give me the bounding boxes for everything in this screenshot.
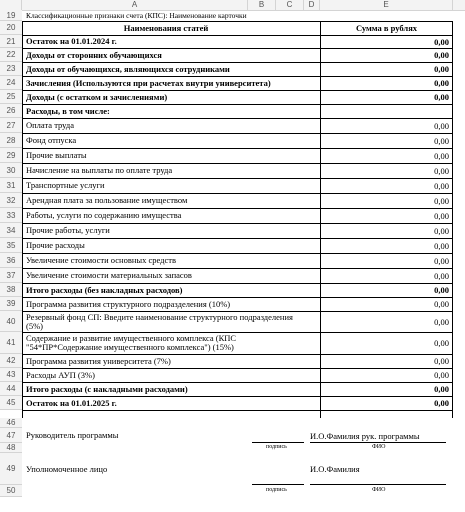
row-border <box>22 48 453 49</box>
row-border <box>22 311 453 312</box>
row-number[interactable]: 36 <box>0 253 22 268</box>
row-number[interactable]: 29 <box>0 148 22 163</box>
row-amount[interactable]: 0,00 <box>434 210 449 221</box>
table-row <box>0 148 465 163</box>
table-border-right <box>452 21 453 418</box>
table-row <box>0 253 465 268</box>
row-label[interactable]: Начисление на выплаты по оплате труда <box>26 165 173 175</box>
row-number[interactable]: 30 <box>0 163 22 178</box>
table-row <box>0 223 465 238</box>
row-border <box>22 354 453 355</box>
row-number[interactable]: 37 <box>0 268 22 283</box>
column-header-b[interactable]: B <box>248 0 276 10</box>
row-amount[interactable]: 0,00 <box>434 64 449 74</box>
row-border <box>22 104 453 105</box>
row-amount[interactable]: 0,00 <box>434 78 449 88</box>
row-label[interactable]: Прочие расходы <box>26 240 85 250</box>
row-label[interactable]: Расходы АУП (3%) <box>26 369 95 380</box>
row-label[interactable]: Доходы от обучающихся, являющихся сотрудниками <box>26 63 230 74</box>
select-all-corner[interactable] <box>0 0 22 10</box>
row-amount[interactable]: 0,00 <box>434 285 449 295</box>
row-label[interactable]: Работы, услуги по содержанию имущества <box>26 210 182 220</box>
table-row <box>0 268 465 283</box>
table-row <box>0 163 465 178</box>
row-amount[interactable]: 0,00 <box>434 299 449 309</box>
table-border-top <box>22 21 453 22</box>
row-amount[interactable]: 0,00 <box>434 50 449 60</box>
row-number[interactable]: 31 <box>0 178 22 193</box>
row-amount[interactable]: 0,00 <box>434 36 449 47</box>
sign-caption: подпись <box>266 487 287 493</box>
row-label[interactable]: Прочие работы, услуги <box>26 225 110 235</box>
table-row <box>0 311 465 332</box>
table-row <box>0 118 465 133</box>
table-row <box>0 133 465 148</box>
row-19 <box>0 10 465 21</box>
table-row <box>0 90 465 104</box>
row-amount[interactable]: 0,00 <box>434 225 449 236</box>
column-header-a[interactable]: A <box>22 0 248 10</box>
row-number[interactable]: 21 <box>0 35 22 48</box>
row-label[interactable]: Остаток на 01.01.2024 г. <box>26 36 117 46</box>
row-label[interactable]: Содержание и развитие имущественного комплекса (КПС "54*ПР*Содержание имущественного комплекса") (15%) <box>26 333 237 352</box>
row-label[interactable]: Транспортные услуги <box>26 180 105 190</box>
table-row <box>0 35 465 48</box>
row-47 <box>0 428 465 443</box>
row-amount[interactable]: 0,00 <box>434 135 449 146</box>
table-row <box>0 283 465 297</box>
row-amount[interactable]: 0,00 <box>434 180 449 191</box>
header-border-bottom <box>22 35 453 36</box>
row-number[interactable]: 40 <box>0 311 22 332</box>
row-number[interactable]: 34 <box>0 223 22 238</box>
row-amount[interactable]: 0,00 <box>434 398 449 408</box>
header-articles: Наименования статей <box>123 22 209 33</box>
row-amount[interactable]: 0,00 <box>434 255 449 266</box>
row-border <box>22 223 453 224</box>
row-label[interactable]: Фонд отпуска <box>26 135 77 145</box>
row-number[interactable]: 48 <box>0 443 22 453</box>
row-border <box>22 76 453 77</box>
row-number[interactable]: 43 <box>0 368 22 382</box>
row-border <box>22 178 453 179</box>
row-amount[interactable]: 0,00 <box>434 338 449 348</box>
table-row <box>0 104 465 118</box>
column-divider <box>320 21 321 418</box>
row-number[interactable]: 47 <box>0 428 22 443</box>
table-row <box>0 62 465 76</box>
row-label[interactable]: Арендная плата за пользование имуществом <box>26 195 188 205</box>
row-amount[interactable] <box>320 104 453 118</box>
row-amount[interactable]: 0,00 <box>434 92 449 102</box>
row-amount[interactable]: 0,00 <box>434 240 449 251</box>
row-number[interactable]: 27 <box>0 118 22 133</box>
fio-caption: ФИО <box>372 444 386 450</box>
row-border <box>22 332 453 333</box>
row-number[interactable]: 46 <box>0 418 22 428</box>
row-number[interactable]: 41 <box>0 332 22 354</box>
row-amount[interactable]: 0,00 <box>434 316 449 327</box>
row-amount[interactable]: 0,00 <box>434 165 449 176</box>
row-label[interactable]: Резервный фонд СП: Введите наименование структурного подразделения (5%) <box>26 311 293 331</box>
row-border <box>22 368 453 369</box>
row-46 <box>0 418 465 428</box>
row-number[interactable]: 25 <box>0 90 22 104</box>
row-label[interactable]: Доходы от сторонних обучающихся <box>26 49 162 60</box>
row-number[interactable]: 22 <box>0 48 22 62</box>
kps-caption: Классификационные признаки счета (КПС): Наименование карточки <box>26 11 247 20</box>
row-label[interactable]: Увеличение стоимости материальных запасов <box>26 270 192 280</box>
authorized-person-label: Уполномоченное лицо <box>26 463 108 474</box>
table-border-left <box>22 21 23 418</box>
row-border <box>22 208 453 209</box>
program-head-name: И.О.Фамилия рук. программы <box>310 430 420 441</box>
row-label[interactable]: Прочие выплаты <box>26 150 87 160</box>
table-row <box>0 76 465 90</box>
row-50 <box>0 485 465 497</box>
table-row <box>0 354 465 368</box>
row-border <box>22 62 453 63</box>
row-label[interactable]: Итого расходы (с накладными расходами) <box>26 383 188 394</box>
row-label[interactable]: Зачисления (Используются при расчетах внутри университета) <box>26 77 271 88</box>
row-border <box>22 253 453 254</box>
row-number[interactable]: 45 <box>0 396 22 410</box>
row-49 <box>0 453 465 485</box>
table-row <box>0 297 465 311</box>
row-number[interactable]: 49 <box>0 453 22 485</box>
row-number[interactable]: 35 <box>0 238 22 253</box>
row-label[interactable]: Увеличение стоимости основных средств <box>26 255 176 265</box>
row-label[interactable]: Итого расходы (без накладных расходов) <box>26 284 183 295</box>
row-border <box>22 118 453 119</box>
row-border <box>22 148 453 149</box>
column-header-c[interactable]: C <box>276 0 304 10</box>
table-row <box>0 368 465 382</box>
row-number[interactable]: 44 <box>0 382 22 396</box>
row-border <box>22 193 453 194</box>
row-amount[interactable]: 0,00 <box>434 150 449 161</box>
row-border <box>22 90 453 91</box>
table-row <box>0 193 465 208</box>
row-border <box>22 133 453 134</box>
row-amount[interactable]: 0,00 <box>434 356 449 366</box>
row-number[interactable]: 20 <box>0 21 22 35</box>
column-header-d[interactable]: D <box>304 0 320 10</box>
row-label[interactable]: Оплата труда <box>26 120 74 130</box>
row-label[interactable]: Остаток на 01.01.2025 г. <box>26 397 117 408</box>
row-label[interactable]: Доходы (с остатком и зачислениями) <box>26 91 168 102</box>
row-amount[interactable]: 0,00 <box>434 270 449 281</box>
row-number[interactable]: 38 <box>0 283 22 297</box>
fio-caption: ФИО <box>372 487 386 493</box>
header-amount: Сумма в рублях <box>355 23 418 33</box>
row-amount[interactable]: 0,00 <box>434 195 449 206</box>
row-border <box>22 268 453 269</box>
row-border <box>22 396 453 397</box>
sign-caption: подпись <box>266 444 287 450</box>
row-border <box>22 163 453 164</box>
table-row <box>0 48 465 62</box>
table-row <box>0 238 465 253</box>
row-number[interactable]: 28 <box>0 133 22 148</box>
row-number[interactable]: 39 <box>0 297 22 311</box>
table-row <box>0 208 465 223</box>
table-row <box>0 382 465 396</box>
row-number[interactable]: 23 <box>0 62 22 76</box>
row-label[interactable]: Программа развития университета (7%) <box>26 355 171 366</box>
row-border <box>22 238 453 239</box>
authorized-person-name: И.О.Фамилия <box>310 464 360 474</box>
row-border <box>22 410 453 411</box>
row-number[interactable]: 26 <box>0 104 22 118</box>
row-20 <box>0 21 465 35</box>
table-row <box>0 178 465 193</box>
column-header-e[interactable]: E <box>320 0 453 10</box>
table-row <box>0 396 465 410</box>
row-label[interactable]: Расходы, в том числе: <box>26 105 110 116</box>
row-amount[interactable]: 0,00 <box>434 120 449 131</box>
row-number[interactable]: 19 <box>0 10 22 21</box>
program-head-label: Руководитель программы <box>26 430 119 440</box>
row-number[interactable]: 33 <box>0 208 22 223</box>
row-border <box>22 283 453 284</box>
row-48 <box>0 443 465 453</box>
row-label[interactable]: Программа развития структурного подразделения (10%) <box>26 298 231 309</box>
table-row <box>0 332 465 354</box>
row-amount[interactable]: 0,00 <box>434 384 449 394</box>
row-number[interactable]: 50 <box>0 485 22 497</box>
row-number[interactable]: 42 <box>0 354 22 368</box>
row-number[interactable]: 24 <box>0 76 22 90</box>
row-border <box>22 297 453 298</box>
row-amount[interactable]: 0,00 <box>434 370 449 380</box>
row-number[interactable]: 32 <box>0 193 22 208</box>
row-border <box>22 382 453 383</box>
